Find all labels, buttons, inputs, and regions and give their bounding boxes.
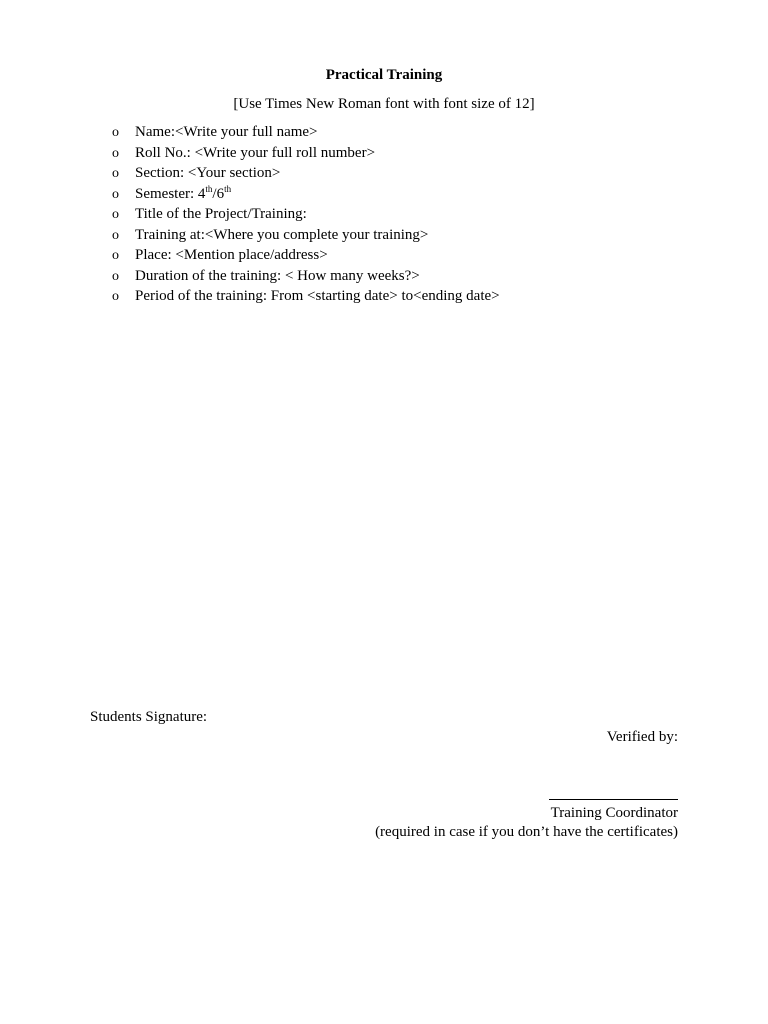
- students-signature-label: Students Signature:: [90, 709, 208, 725]
- duration-text: Duration of the training: < How many weeks?>: [135, 267, 420, 284]
- bullet-icon: o: [112, 289, 119, 304]
- bullet-icon: o: [112, 166, 119, 181]
- bullet-icon: o: [112, 268, 119, 284]
- semester-sup-1: th: [205, 183, 213, 194]
- document-title: Practical Training: [325, 67, 443, 83]
- certificate-note: (required in case if you don’t have the certificates): [375, 824, 678, 840]
- title-project-text: Title of the Project/Training:: [135, 206, 307, 222]
- list-item-title-project: [112, 204, 500, 225]
- semester-prefix: Semester: 4: [135, 185, 206, 202]
- list-item-place: [112, 245, 500, 266]
- training-at-text: Training at:<Where you complete your training>: [135, 226, 429, 243]
- list-item-period: [112, 286, 500, 307]
- roll-text: Roll No.: <Write your full roll number>: [135, 144, 376, 161]
- verified-by-label: Verified by:: [606, 729, 678, 745]
- signature-line: [549, 799, 678, 800]
- list-item-section: [112, 163, 500, 184]
- semester-sup-2: th: [224, 183, 232, 194]
- name-text: Name:<Write your full name>: [135, 124, 318, 140]
- bullet-icon: o: [112, 248, 119, 263]
- document-subtitle: [Use Times New Roman font with font size of 12]: [233, 96, 535, 112]
- list-item-training-at: [112, 225, 500, 246]
- bullet-icon: o: [112, 227, 119, 243]
- semester-middle: /6: [212, 185, 225, 202]
- bullet-icon: o: [112, 145, 119, 161]
- training-coordinator-label: Training Coordinator: [550, 805, 678, 821]
- list-item-name: [112, 122, 500, 143]
- bullet-icon: o: [112, 186, 119, 202]
- list-item-semester: [112, 184, 500, 205]
- period-text: Period of the training: From <starting date> to<ending date>: [135, 288, 500, 304]
- details-list: [112, 122, 500, 307]
- semester-text: [135, 184, 231, 205]
- bullet-icon: o: [112, 207, 119, 222]
- list-item-roll: [112, 143, 500, 164]
- section-text: Section: <Your section>: [135, 165, 281, 181]
- place-text: Place: <Mention place/address>: [135, 247, 328, 263]
- list-item-duration: [112, 266, 500, 287]
- bullet-icon: o: [112, 125, 119, 140]
